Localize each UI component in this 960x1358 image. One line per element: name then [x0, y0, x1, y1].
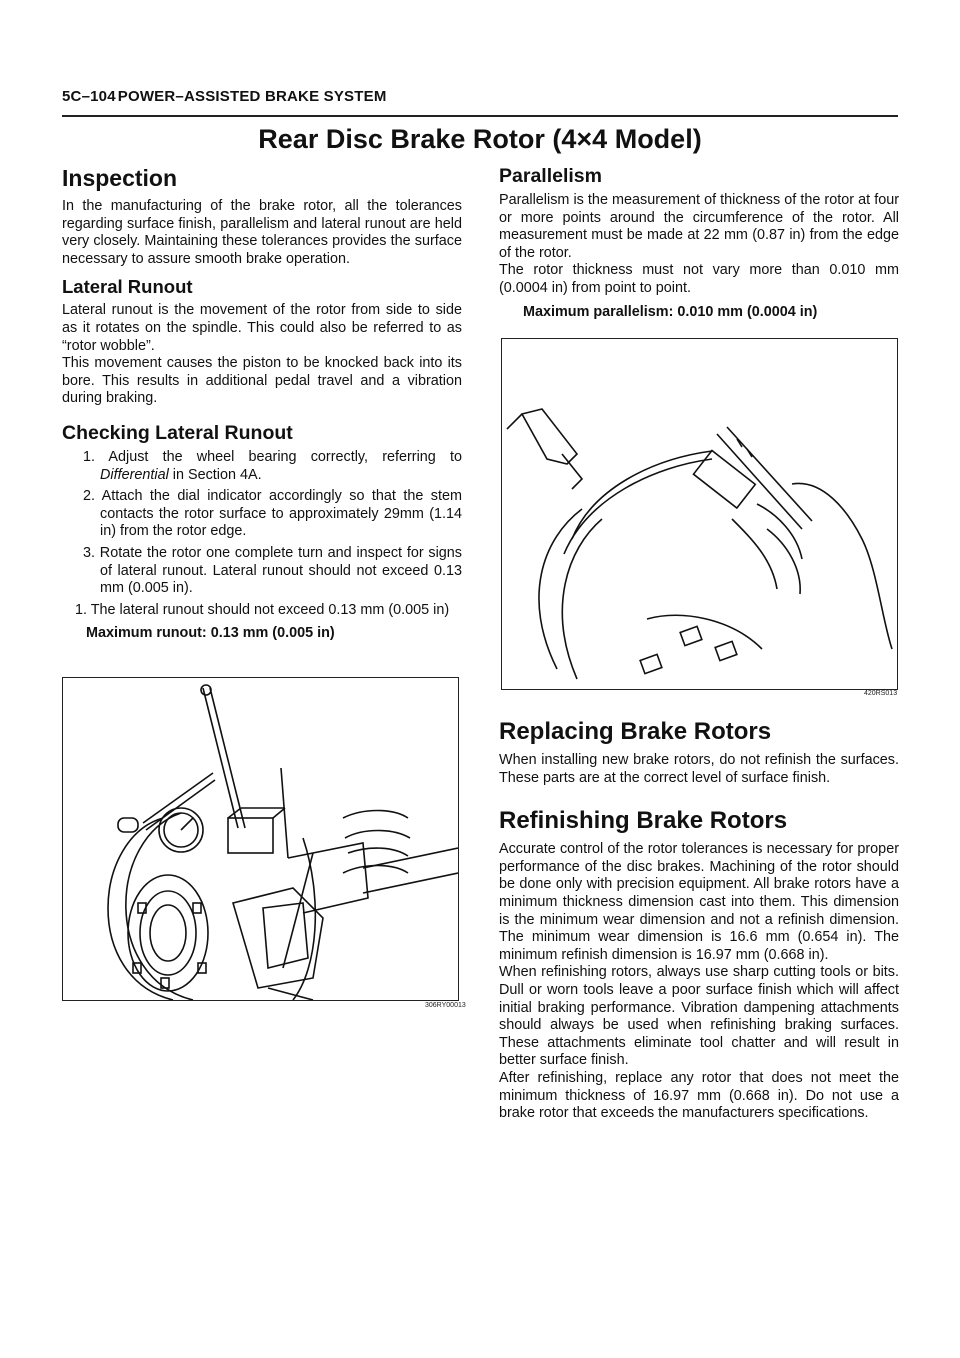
- dial-indicator-figure: [62, 677, 459, 1001]
- header-section-number: 5C–104: [62, 88, 116, 105]
- sub-step-number: 1.: [75, 601, 88, 618]
- step-2-number: 2.: [83, 488, 96, 505]
- step-3-number: 3.: [83, 544, 96, 561]
- max-runout-spec: Maximum runout: 0.13 mm (0.005 in): [86, 625, 335, 642]
- step-1: [74, 449, 462, 484]
- replacing-text: When installing new brake rotors, do not refinish the surfaces. These parts are at the correct level of surface finish.: [499, 752, 899, 786]
- refinishing-heading: Refinishing Brake Rotors: [499, 807, 788, 835]
- parallelism-text-1: Parallelism is the measurement of thickness of the rotor at four or more points around the circumference of the rotor. All measurement must be made at 22 mm (0.87 in) from the edge of the rotor.: [499, 192, 899, 261]
- refinishing-text-2: When refinishing rotors, always use sharp cutting tools or bits. Dull or worn tools leave a poor surface finish which will affect initial braking performance. Vibration dampening attachments should always be used when refinishing braking surfaces. These attachments eliminate tool chatter and will result in better surface finish.: [499, 964, 899, 1069]
- step-3-text: Rotate the rotor one complete turn and inspect for signs of lateral runout. Lateral runout should not exceed 0.13 mm (0.005 in).: [99, 544, 462, 597]
- left-column: [62, 165, 462, 641]
- micrometer-illustration: [502, 339, 897, 689]
- step-1-number: 1.: [83, 448, 96, 465]
- refinishing-text-1: Accurate control of the rotor tolerances is necessary for proper performance of the disc brakes. Machining of the rotor should be done only with precision equipment. All brake rotors have a minimum thickness dimension cast into them. This dimension is the minimum wear dimension and not a refinish dimension. The minimum wear dimension is 16.6 mm (0.654 in). The minimum refinish dimension is 16.97 mm (0.668 in).: [499, 841, 899, 963]
- header-rule: [62, 115, 898, 117]
- step-1-text: Adjust the wheel bearing correctly, referring to: [108, 448, 462, 465]
- parallelism-text-2: The rotor thickness must not vary more than 0.010 mm (0.0004 in) from point to point.: [499, 262, 899, 296]
- running-header: [62, 88, 387, 105]
- right-figure-code: 420RS013: [864, 690, 898, 697]
- right-column-lower: [499, 718, 899, 1123]
- micrometer-figure: [501, 338, 898, 690]
- step-2-text: Attach the dial indicator accordingly so that the stem contacts the rotor surface to approximately 29mm (1.14 in) from the rotor edge.: [100, 488, 462, 540]
- left-figure-code: 306RY00013: [425, 1002, 466, 1009]
- sub-step-text: The lateral runout should not exceed 0.13 mm (0.005 in): [90, 601, 450, 618]
- inspection-heading: Inspection: [62, 165, 178, 191]
- right-column: [499, 165, 899, 320]
- dial-indicator-illustration: [63, 678, 458, 1000]
- step-1-text-end: in Section 4A.: [172, 466, 262, 483]
- refinishing-text-3: After refinishing, replace any rotor that does not meet the minimum thickness of 16.97 mm (0.668 in). Do not use a brake rotor that exceeds the manufacturers specifications.: [499, 1069, 899, 1122]
- replacing-heading: Replacing Brake Rotors: [499, 718, 772, 745]
- parallelism-heading: Parallelism: [499, 165, 602, 187]
- page-title: Rear Disc Brake Rotor (4×4 Model): [258, 124, 702, 154]
- step-2: [74, 488, 462, 541]
- step-3: [74, 545, 462, 598]
- inspection-text: In the manufacturing of the brake rotor, all the tolerances regarding surface finish, parallelism and lateral runout are held very closely. Maintaining these tolerances provides the surface necessary to assure smooth brake operation.: [62, 198, 462, 267]
- sub-step-1: [62, 602, 462, 620]
- runout-steps: [62, 449, 462, 598]
- step-1-reference: Differential: [100, 466, 169, 483]
- max-parallelism-spec: Maximum parallelism: 0.010 mm (0.0004 in): [523, 303, 818, 320]
- lateral-runout-text-2: This movement causes the piston to be knocked back into its bore. This results in additional pedal travel and a vibration during braking.: [62, 355, 462, 407]
- checking-lateral-runout-heading: Checking Lateral Runout: [62, 421, 293, 444]
- lateral-runout-heading: Lateral Runout: [62, 276, 193, 298]
- lateral-runout-text-1: Lateral runout is the movement of the rotor from side to side as it rotates on the spindle. This could also be referred to as “rotor wobble”.: [62, 302, 462, 354]
- header-section-title: POWER–ASSISTED BRAKE SYSTEM: [117, 88, 387, 105]
